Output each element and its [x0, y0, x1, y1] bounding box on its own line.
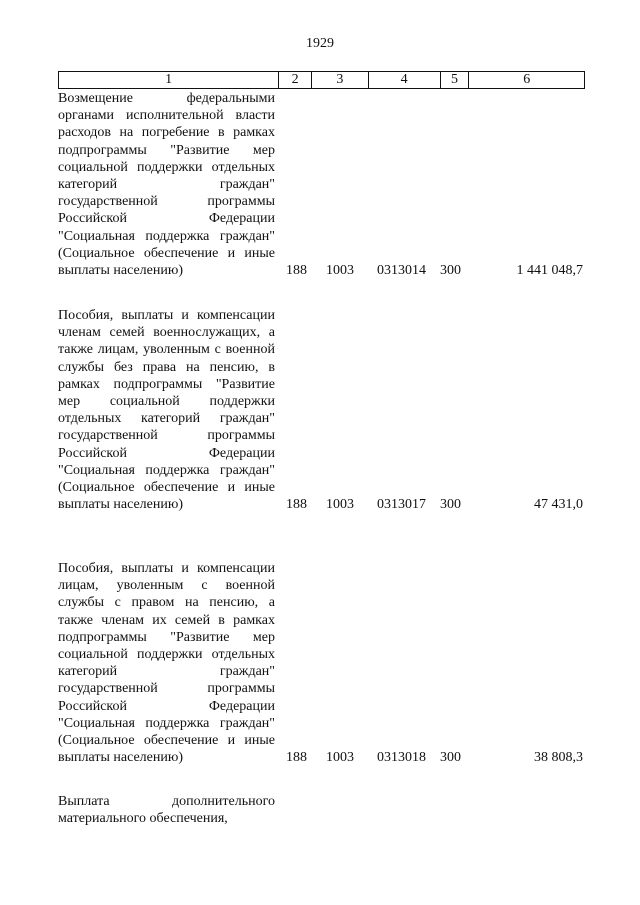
amount: 47 431,0: [534, 497, 583, 513]
section-code: 1003: [326, 263, 354, 279]
target-article-code: 0313017: [377, 497, 426, 513]
expense-type-code: 300: [440, 750, 461, 766]
column-header-2: 2: [279, 72, 312, 88]
ministry-code: 188: [286, 750, 307, 766]
table-row: [58, 90, 585, 279]
amount: 38 808,3: [534, 750, 583, 766]
section-code: 1003: [326, 750, 354, 766]
expense-type-code: 300: [440, 497, 461, 513]
row-description: Выплата дополнительного материального обеспечения,: [58, 794, 275, 827]
column-header-6: 6: [523, 72, 531, 87]
column-header-5: 5: [441, 72, 470, 88]
target-article-code: 0313014: [377, 263, 426, 279]
ministry-code: 188: [286, 263, 307, 279]
row-values: [58, 262, 585, 279]
table-row: [58, 793, 585, 827]
column-header-4: 4: [369, 72, 441, 88]
expense-type-code: 300: [440, 263, 461, 279]
row-description: Пособия, выплаты и компенсации лицам, уволенным с военной службы с правом на пенсию, а также членам их семей в рамках подпрограммы "Развитие мер социальной поддержки отдельных категорий граждан" государственной программы Российской Федерации "Социальная поддержка граждан" (Социальное обеспечение и иные выплаты населению): [58, 561, 275, 766]
row-description: Возмещение федеральными органами исполнительной власти расходов на погребение в рамках подпрограммы "Развитие мер социальной поддержки отдельных категорий граждан" государственной программы Российской Федерации "Социальная поддержка граждан" (Социальное обеспечение и иные выплаты населению): [58, 91, 275, 279]
amount: 1 441 048,7: [516, 263, 583, 279]
page-number: 1929: [306, 36, 334, 51]
ministry-code: 188: [286, 497, 307, 513]
row-description: Пособия, выплаты и компенсации членам семей военнослужащих, а также лицам, уволенным с военной службы без права на пенсию, в рамках подпрограммы "Развитие мер социальной поддержки отдельных категорий граждан" государственной программы Российской Федерации "Социальная поддержка граждан" (Социальное обеспечение и иные выплаты населению): [58, 308, 275, 513]
table-row: [58, 560, 585, 766]
row-values: [58, 496, 585, 513]
table-row: [58, 307, 585, 513]
row-values: [58, 749, 585, 766]
column-header-1: 1: [59, 72, 279, 88]
column-header-3: 3: [312, 72, 369, 88]
table-header: [58, 71, 585, 89]
section-code: 1003: [326, 497, 354, 513]
target-article-code: 0313018: [377, 750, 426, 766]
